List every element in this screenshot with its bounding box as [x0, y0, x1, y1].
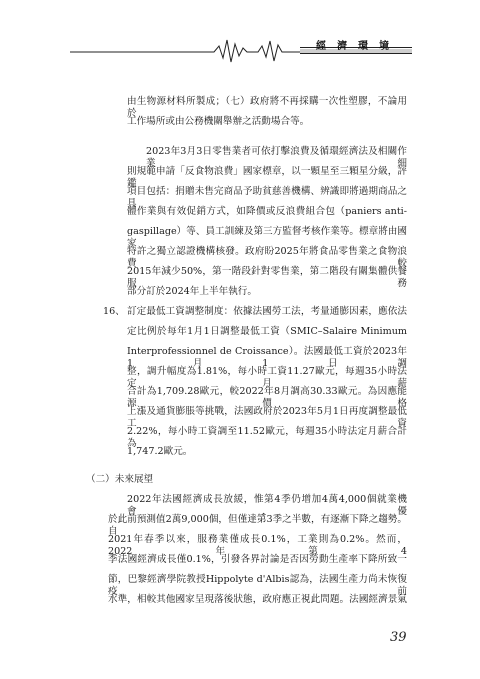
page-header: [0, 0, 480, 70]
text-line-15: 合計為1,709.28歐元，較2022年8月調高30.33歐元。為因應能源價格: [127, 386, 407, 409]
text-line-21: 2021年春季以來，服務業僅成長0.1%，工業則為0.2%。然而，2022年第4: [108, 534, 407, 557]
text-line-13: Interprofessionnel de Croissance）。法國最低工資於2023年1月1日調: [127, 346, 407, 369]
text-line-4: 則規範申請「反食物浪費」國家標章，以一顆星至三顆星分級，評鑑: [127, 166, 407, 189]
text-line-24: 水準，相較其他國家呈現落後狀態，政府應正視此問題。法國經濟景氣: [108, 594, 407, 605]
text-line-10: 部分訂於2024年上半年執行。: [127, 286, 257, 297]
text-line-19: 2022年法國經濟成長放緩，惟第4季仍增加4萬4,000個就業機會，優: [127, 494, 407, 517]
text-line-2: 工作場所或由公務機關舉辦之活動場合等。: [127, 116, 310, 127]
text-line-1: 由生物源材料所製成；（七）政府將不再採購一次性塑膠，不論用於: [127, 96, 407, 119]
text-line-3: 2023年3月3日零售業者可依打擊浪費及循環經濟法及相關作業細: [146, 146, 407, 169]
text-line-7: gaspillage）等、員工訓練及第三方監督考核作業等。標章將由國家: [127, 226, 407, 249]
text-line-5: 項目包括：捐贈未售完商品予助貧慈善機構、辨識即將過期商品之具: [127, 186, 407, 209]
text-line-17: 2.22%，每小時工資調至11.52歐元，每週35小時法定月薪合計為: [127, 426, 407, 449]
text-line-14: 整，調升幅度為1.81%，每小時工資11.27歐元，每週35小時法定月薪: [127, 366, 407, 389]
text-line-22: 季法國經濟成長僅0.1%，引發各界討論是否因勞動生產率下降所致一: [108, 554, 407, 565]
text-line-8: 特許之獨立認證機構核發。政府盼2025年將食品零售業之食物浪費較: [127, 246, 407, 269]
text-line-16: 上漲及通貨膨脹等挑戰，法國政府於2023年5月1日再度調整最低工資: [127, 406, 407, 429]
text-line-11: 訂定最低工資調整制度：依據法國勞工法，考量通膨因素，應依法: [127, 306, 407, 317]
text-line-18: 1,747.2歐元。: [127, 446, 193, 457]
page-number: 39: [390, 630, 407, 645]
text-line-6: 體作業與有效促銷方式，如降價或反浪費組合包（paniers anti-: [127, 206, 407, 217]
heartbeat-line-icon: [0, 0, 480, 70]
item-number: 16、: [103, 306, 125, 317]
section-heading: （二）未來展望: [86, 474, 154, 485]
text-line-12: 定比例於每年1月1日調整最低工資（SMIC–Salaire Minimum: [127, 326, 407, 337]
text-line-20: 於此前預測值2萬9,000個，但僅達第3季之半數，有逐漸下降之趨勢。自: [108, 514, 407, 537]
text-line-9: 2015年減少50%，第一階段針對零售業，第二階段有關集體供餐服務: [127, 266, 407, 289]
header-title: 經濟環境: [316, 41, 400, 52]
text-line-23: 節，巴黎經濟學院教授Hippolyte d'Albis認為，法國生產力尚未恢復疫前: [108, 574, 407, 597]
